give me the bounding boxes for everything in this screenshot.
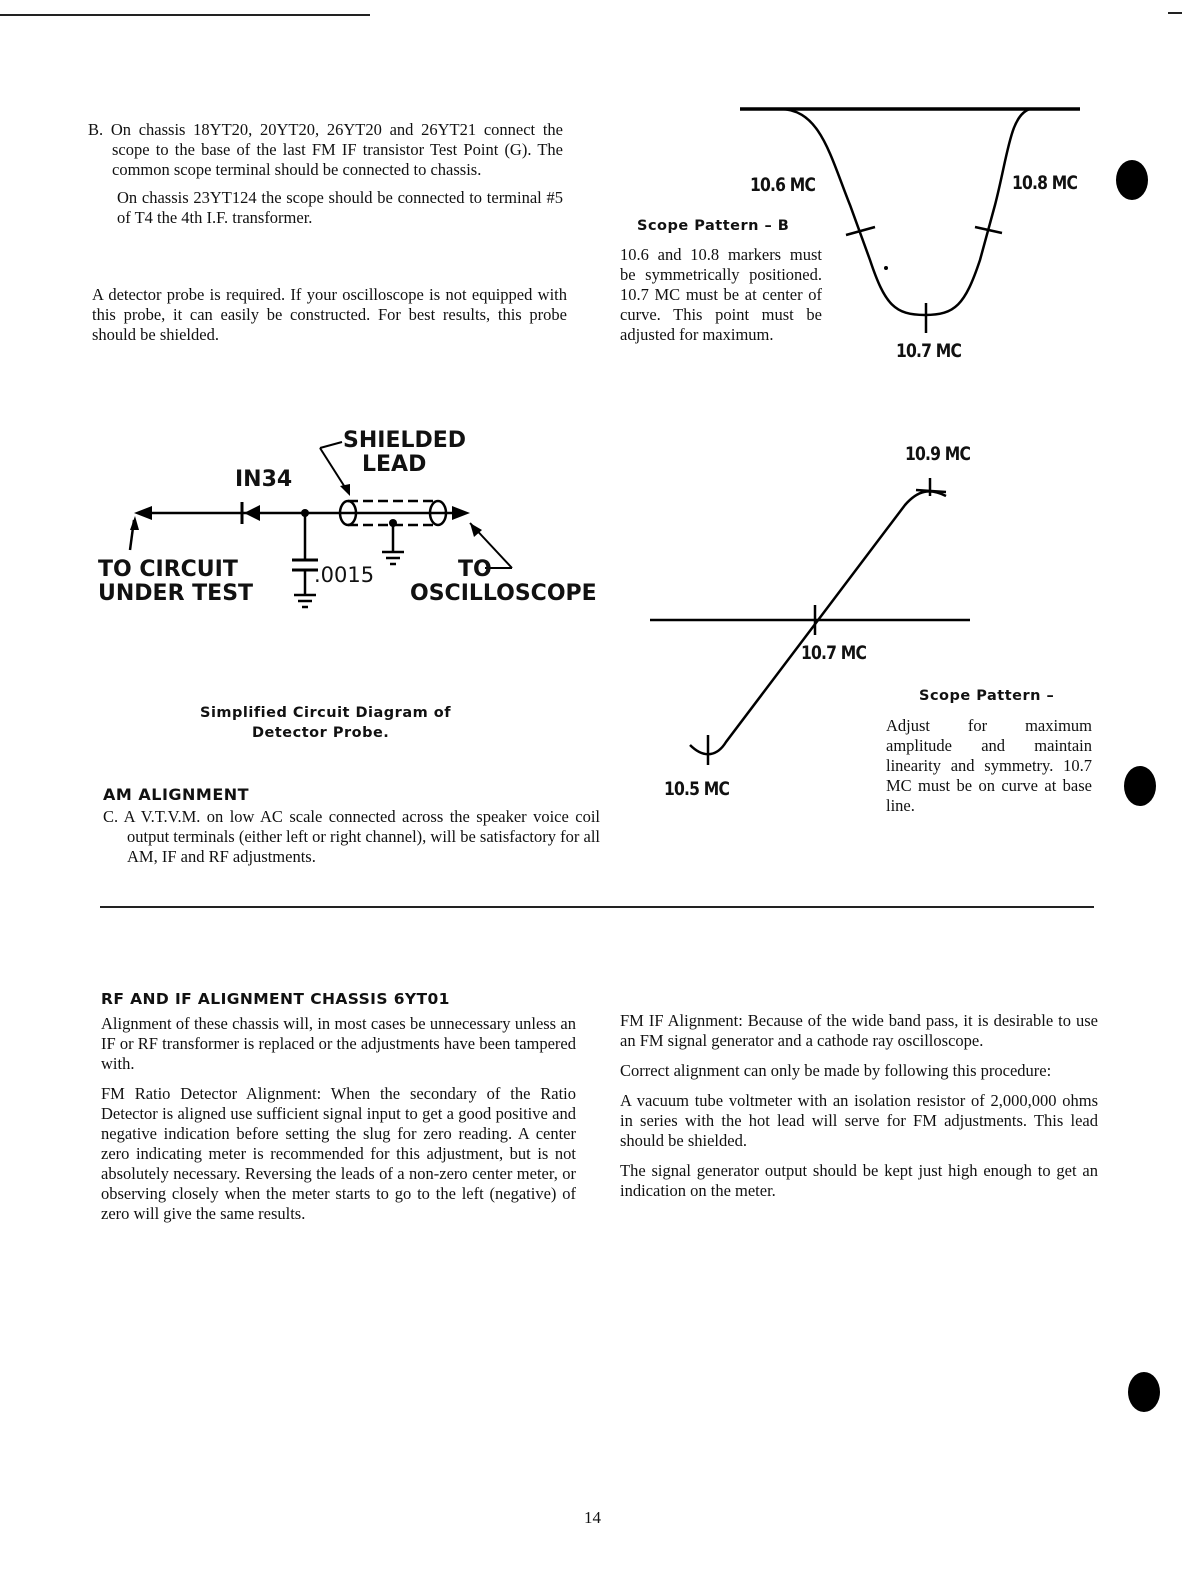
scope-pattern-b-description: 10.6 and 10.8 markers must be symmetrically positioned. 10.7 MC must be at center of curve. This point must be adjusted for maximum. — [620, 245, 822, 344]
lead-label: LEAD — [362, 452, 427, 477]
am-alignment-heading: AM ALIGNMENT — [103, 785, 250, 804]
scope-pattern-2-description: Adjust for maximum amplitude and maintain linearity and symmetry. 10.7 MC must be on curve at base line. — [886, 716, 1092, 815]
scope-pattern-2-title: Scope Pattern – — [919, 688, 1055, 704]
circuit-caption-2: Detector Probe. — [252, 725, 390, 741]
circuit-caption-1: Simplified Circuit Diagram of — [200, 705, 452, 721]
top-right-mark — [1168, 12, 1182, 14]
marker-109-label: 10.9 MC — [905, 443, 971, 465]
fm-if-para2: Correct alignment can only be made by following this procedure: — [620, 1061, 1052, 1080]
section-b-para1: B. On chassis 18YT20, 20YT20, 26YT20 and 26YT21 connect the scope to the base of the last FM IF transistor Test Point (G). The common scope terminal should be connected to chassis. — [88, 120, 563, 179]
fm-if-para3: A vacuum tube voltmeter with an isolation resistor of 2,000,000 ohms in series with the hot lead will serve for FM adjustments. This lead should be shielded. — [620, 1091, 1098, 1150]
marker-107-label: 10.7 MC — [896, 340, 962, 362]
detector-probe-text: A detector probe is required. If your oscilloscope is not equipped with this probe, it can easily be constructed. For best results, this probe should be shielded. — [92, 285, 567, 344]
section-b — [88, 120, 563, 228]
fm-if-alignment-body — [620, 1011, 1098, 1201]
section-divider — [100, 906, 1094, 908]
scope-s-curve — [690, 491, 946, 754]
fm-if-para4: The signal generator output should be kept just high enough to get an indication on the meter. — [620, 1161, 1098, 1200]
fm-if-para1: FM IF Alignment: Because of the wide band pass, it is desirable to use an FM signal generator and a cathode ray oscilloscope. — [620, 1011, 1098, 1050]
top-left-rule — [0, 14, 370, 16]
to-scope-label-1: TO — [458, 557, 492, 582]
scope-pattern-b-title: Scope Pattern – B — [637, 218, 790, 234]
punch-hole-middle — [1124, 766, 1156, 806]
marker-106-label: 10.6 MC — [750, 174, 816, 196]
rf-if-alignment-body — [101, 1014, 576, 1224]
marker-108-label: 10.8 MC — [1012, 172, 1078, 194]
to-circuit-label-2: UNDER TEST — [98, 581, 254, 606]
section-b-para2: On chassis 23YT124 the scope should be connected to terminal #5 of T4 the 4th I.F. transformer. — [117, 188, 563, 227]
page-number: 14 — [584, 1508, 601, 1527]
rf-if-alignment-heading: RF AND IF ALIGNMENT CHASSIS 6YT01 — [101, 990, 450, 1008]
rf-if-para2: FM Ratio Detector Alignment: When the secondary of the Ratio Detector is aligned use sufficient signal input to get a good positive and negative indication before setting the slug for zero reading. A center zero indicating meter is recommended for this adjustment, but is not absolutely necessary. Reversing the leads of a non-zero center meter, or observing closely when the meter starts to go to the left (negative) of zero will give the same results. — [101, 1084, 576, 1223]
punch-hole-top — [1116, 160, 1148, 200]
capacitor-value-label: .0015 — [314, 563, 375, 587]
rf-if-para1: Alignment of these chassis will, in most cases be unnecessary unless an IF or RF transformer is replaced or the adjustments have been tampered with. — [101, 1014, 576, 1073]
arrow-to-circuit — [134, 506, 152, 520]
diode-label: IN34 — [235, 467, 293, 492]
am-alignment-text: C. A V.T.V.M. on low AC scale connected across the speaker voice coil output terminals (either left or right channel), will be satisfactory for all AM, IF and RF adjustments. — [103, 807, 600, 866]
to-scope-label-2: OSCILLOSCOPE — [410, 581, 597, 606]
punch-hole-bottom — [1128, 1372, 1160, 1412]
marker-107s-label: 10.7 MC — [801, 642, 867, 664]
arrow-to-scope — [452, 506, 470, 520]
to-circuit-label-1: TO CIRCUIT — [98, 557, 238, 582]
diode-symbol — [244, 505, 260, 521]
shielded-label: SHIELDED — [343, 428, 467, 453]
marker-105-label: 10.5 MC — [664, 778, 730, 800]
